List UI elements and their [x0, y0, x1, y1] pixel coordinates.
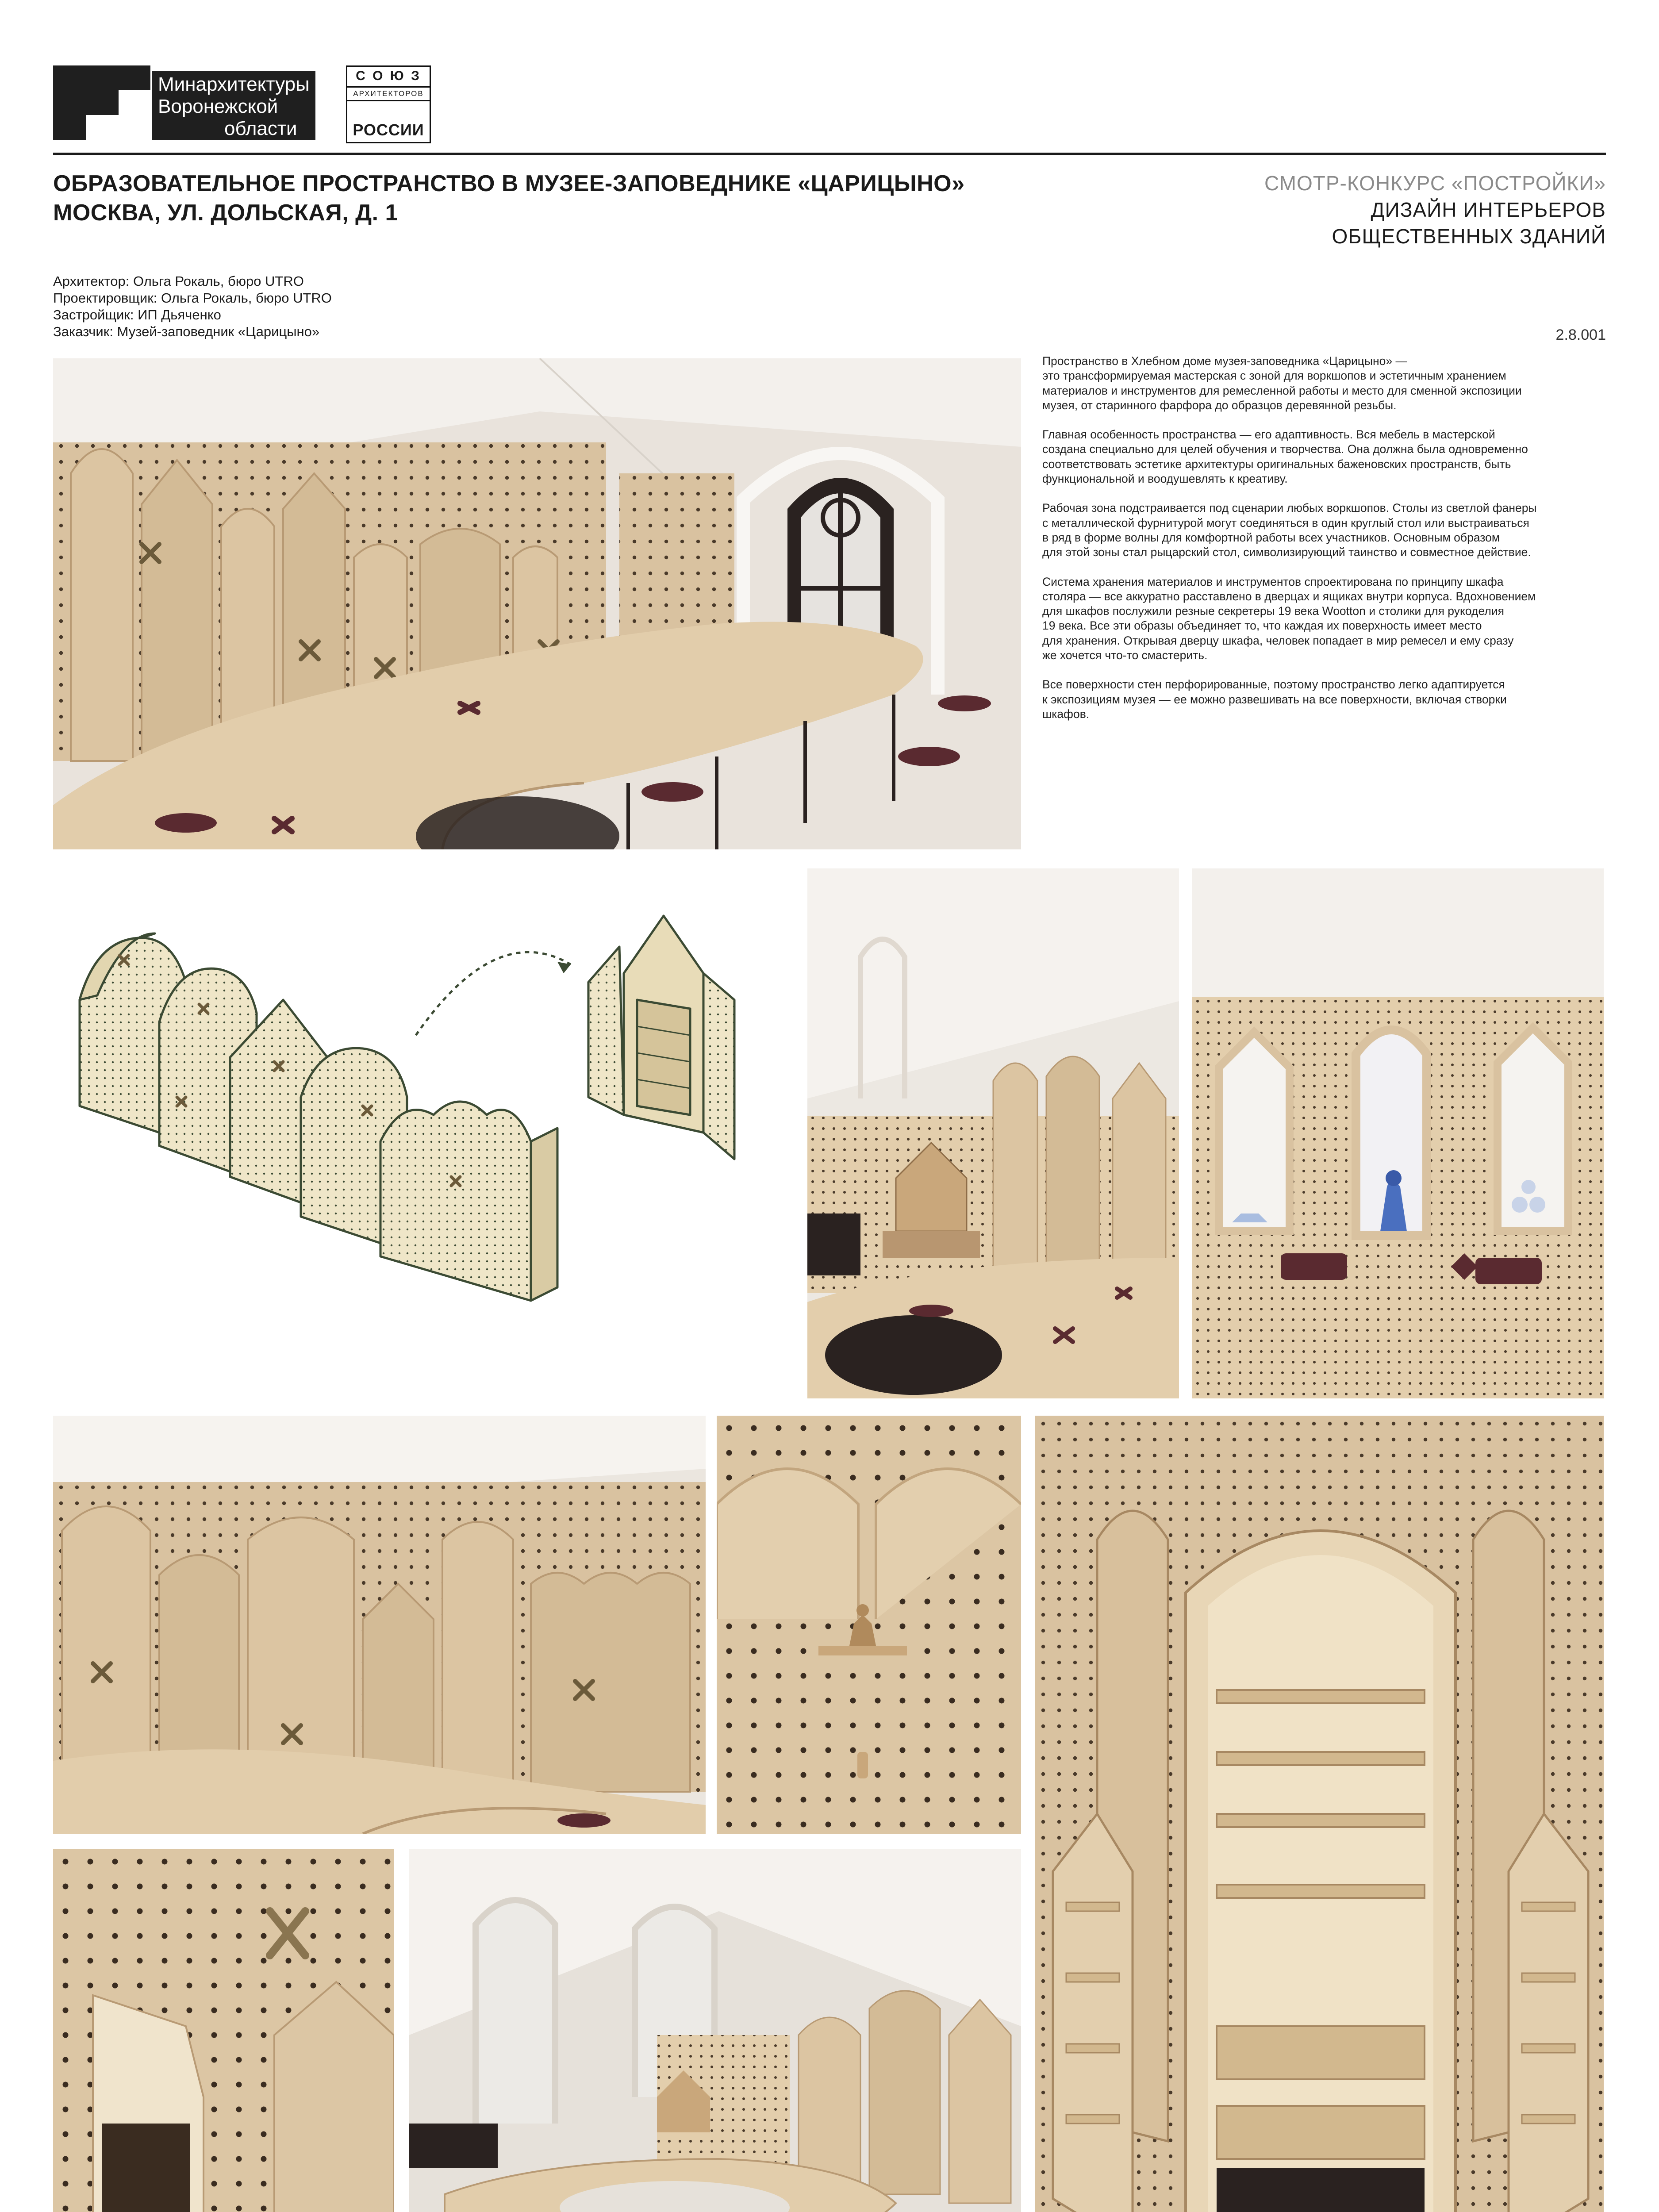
description-paragraph: Система хранения материалов и инструментов спроектирована по принципу шкафа столяра — все аккуратно расставлено в дверцах и ящиках внутри корпуса. Вдохновением для шкафов послужили резные секретеры 19 века Wootton и столики для рукоделия 19 века. Все эти образы объединяет то, что каждая их поверхность имеет место для хранения. Открывая дверцу шкафа, человек попадает в мир ремесел и ему сразу же хочется что-то смастерить. [1042, 575, 1536, 662]
union-of-architects-logo: С О Ю З АРХИТЕКТОРОВ РОССИИ [346, 65, 431, 143]
photo-cabinets-dollhouse [807, 868, 1179, 1398]
project-title: ОБРАЗОВАТЕЛЬНОЕ ПРОСТРАНСТВО В МУЗЕЕ-ЗАПОВЕДНИКЕ «ЦАРИЦЫНО» МОСКВА, УЛ. ДОЛЬСКАЯ, Д. 1 [53, 171, 965, 226]
photo-open-cabinet [1035, 1416, 1604, 2212]
description-paragraph: Рабочая зона подстраивается под сценарии любых воркшопов. Столы из светлой фанеры с металлической фурнитурой могут соединяться в один круглый стол или выстраиваться в ряд в форме волны для комфортной работы всех участников. Основным образом для этой зоны стал рыцарский стол, символизирующий таинство и совместное действие. [1042, 501, 1537, 559]
axonometric-diagram [53, 867, 779, 1407]
ministry-logo-mark [53, 65, 150, 140]
photo-main-hall [53, 358, 1021, 849]
project-code: 2.8.001 [1555, 326, 1606, 343]
photo-cabinet-detail [53, 1849, 394, 2212]
project-description [1042, 354, 1609, 736]
description-paragraph: Все поверхности стен перфорированные, поэтому пространство легко адаптируется к экспозициям музея — ее можно развешивать на все поверхности, включая створки шкафов. [1042, 678, 1507, 721]
description-paragraph: Главная особенность пространства — его адаптивность. Вся мебель в мастерской создана специально для целей обучения и творчества. Она должна была одновременно соответствовать эстетике архитектуры оригинальных баженовских пространств, быть функциональной и воодушевлять к креативу. [1042, 428, 1528, 486]
photo-display-niches [1192, 868, 1604, 1398]
project-credits: Архитектор: Ольга Рокаль, бюро UTRO Проектировщик: Ольга Рокаль, бюро UTRO Застройщик: ИП Дьяченко Заказчик: Музей-заповедник «Царицыно» [53, 273, 332, 339]
photo-cabinet-row [53, 1416, 706, 1834]
description-paragraph: Пространство в Хлебном доме музея-заповедника «Царицыно» — это трансформируемая мастерская с зоной для воркшопов и эстетичным хранением материалов и инструментов для ремесленной работы и место для сменной экспозиции музея, от старинного фарфора до образцов деревянной резьбы. [1042, 354, 1522, 412]
competition-block: СМОТР-КОНКУРС «ПОСТРОЙКИ» ДИЗАЙН ИНТЕРЬЕРОВ ОБЩЕСТВЕННЫХ ЗДАНИЙ [1264, 172, 1606, 248]
ministry-logo-label: Минархитектуры Воронежской области [152, 71, 315, 140]
photo-room-overview [409, 1849, 1021, 2212]
header-divider [53, 153, 1606, 155]
photo-wall-detail [717, 1416, 1021, 1834]
